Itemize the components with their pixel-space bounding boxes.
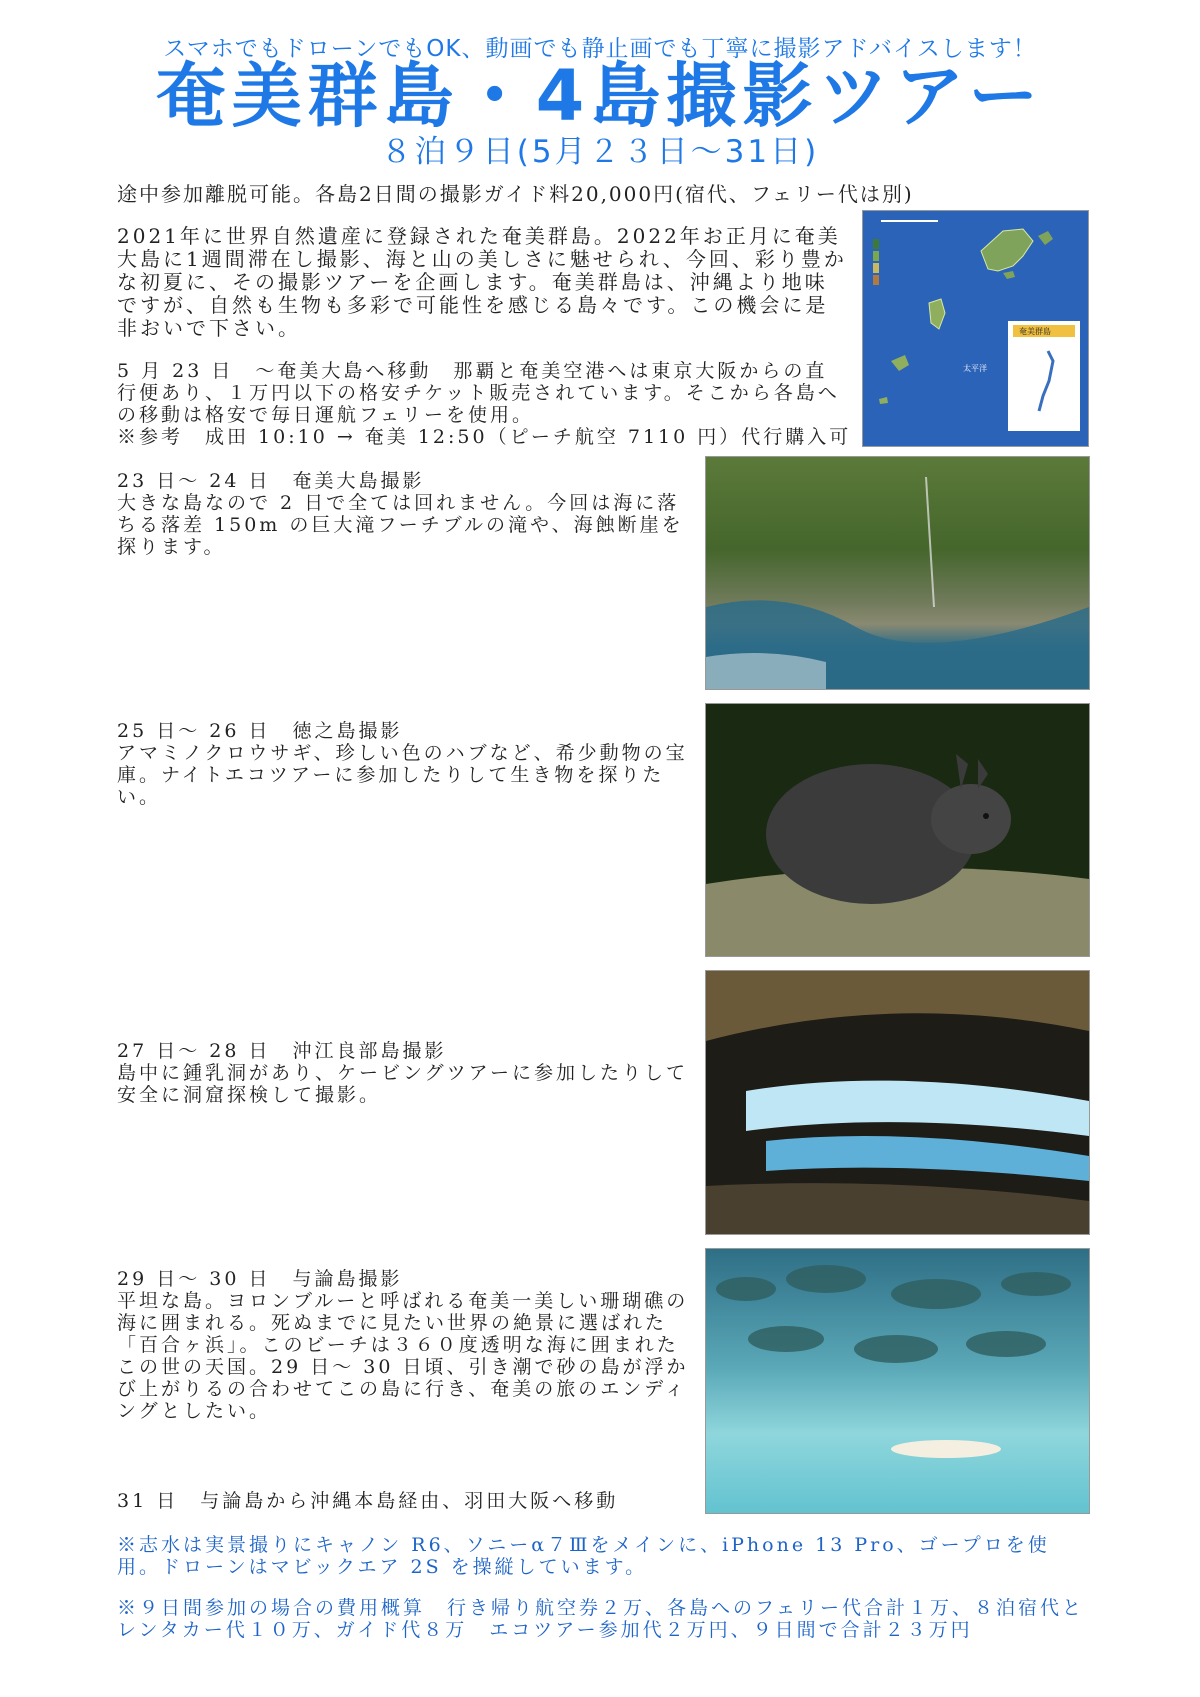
tagline: スマホでもドローンでもOK、動画でも静止画でも丁寧に撮影アドバイスします！ bbox=[163, 36, 1037, 62]
section-heading: 27 日〜 28 日 沖江良部島撮影 bbox=[117, 1040, 447, 1062]
rabbit-graphic bbox=[706, 704, 1089, 956]
section-amami bbox=[117, 470, 697, 558]
section-yoron bbox=[117, 1268, 697, 1422]
intro-line: 途中参加離脱可能。各島2日間の撮影ガイド料20,000円(宿代、フェリー代は別) bbox=[117, 182, 914, 206]
final-day: 31 日 与論島から沖縄本島経由、羽田大阪へ移動 bbox=[117, 1490, 619, 1512]
section-okinoerabu bbox=[117, 1040, 697, 1106]
section-heading: 29 日〜 30 日 与論島撮影 bbox=[117, 1268, 403, 1290]
section-heading: 25 日〜 26 日 徳之島撮影 bbox=[117, 720, 403, 742]
page-title: 奄美群島・4島撮影ツアー bbox=[155, 55, 1045, 137]
limestone-cave-photo bbox=[705, 970, 1090, 1235]
section-body: アマミノクロウサギ、珍しい色のハブなど、希少動物の宝庫。ナイトエコツアーに参加したりして生き物を探りたい。 bbox=[117, 742, 688, 808]
reef-graphic bbox=[706, 1249, 1089, 1513]
amami-map bbox=[862, 210, 1089, 447]
tour-dates: ８泊９日(5月２３日〜31日) bbox=[380, 134, 820, 170]
coral-reef-photo bbox=[705, 1248, 1090, 1514]
map-ocean-label: 太平洋 bbox=[963, 364, 987, 373]
cliff-graphic bbox=[706, 457, 1089, 689]
section-body: 大きな島なので 2 日で全ては回れません。今回は海に落ちる落差 150m の巨大滝フーチブルの滝や、海蝕断崖を探ります。 bbox=[117, 492, 684, 558]
section-body: 平坦な島。ヨロンブルーと呼ばれる奄美一美しい珊瑚礁の海に囲まれる。死ぬまでに見たい世界の絶景に選ばれた「百合ヶ浜」。このビーチは３６０度透明な海に囲まれたこの世の天国。29 日〜 30 日頃、引き潮で砂の島が浮かび上がりるの合わせてこの島に行き、奄美の旅のエンディングとしたい。 bbox=[117, 1290, 689, 1422]
section-heading: 23 日〜 24 日 奄美大島撮影 bbox=[117, 470, 425, 492]
map-legend-title: 奄美群島 bbox=[1019, 327, 1051, 336]
section-body: 島中に鍾乳洞があり、ケービングツアーに参加したりして安全に洞窟探検して撮影。 bbox=[117, 1062, 689, 1106]
amami-rabbit-photo bbox=[705, 703, 1090, 957]
cost-note: ※９日間参加の場合の費用概算 行き帰り航空券２万、各島へのフェリー代合計１万、８泊宿代とレンタカー代１０万、ガイド代８万 エコツアー参加代２万円、９日間で合計２３万円 bbox=[117, 1597, 1085, 1641]
cave-graphic bbox=[706, 971, 1089, 1234]
description: 2021年に世界自然遺産に登録された奄美群島。2022年お正月に奄美大島に1週間滞在し撮影、海と山の美しさに魅せられ、今回、彩り豊かな初夏に、その撮影ツアーを企画します。奄美群島は、沖縄より地味ですが、自然も生物も多彩で可能性を感じる島々です。この機会に是非おいで下さい。 bbox=[117, 224, 847, 340]
equipment-note: ※志水は実景撮りにキャノン R6、ソニーα７Ⅲをメインに、iPhone 13 Pro、ゴープロを使用。ドローンはマビックエア 2S を操縦しています。 bbox=[117, 1534, 1050, 1578]
travel-note: ※参考 成田 10:10 → 奄美 12:50（ピーチ航空 7110 円）代行購入可 bbox=[117, 426, 852, 448]
map-graphic bbox=[863, 211, 1088, 446]
travel-info: 5 月 23 日 〜奄美大島へ移動 那覇と奄美空港へは東京大阪からの直行便あり、１万円以下の格安チケット販売されています。そこから各島への移動は格安で毎日運航フェリーを使用。 bbox=[117, 360, 840, 426]
cliff-waterfall-photo bbox=[705, 456, 1090, 690]
section-tokunoshima bbox=[117, 720, 697, 808]
